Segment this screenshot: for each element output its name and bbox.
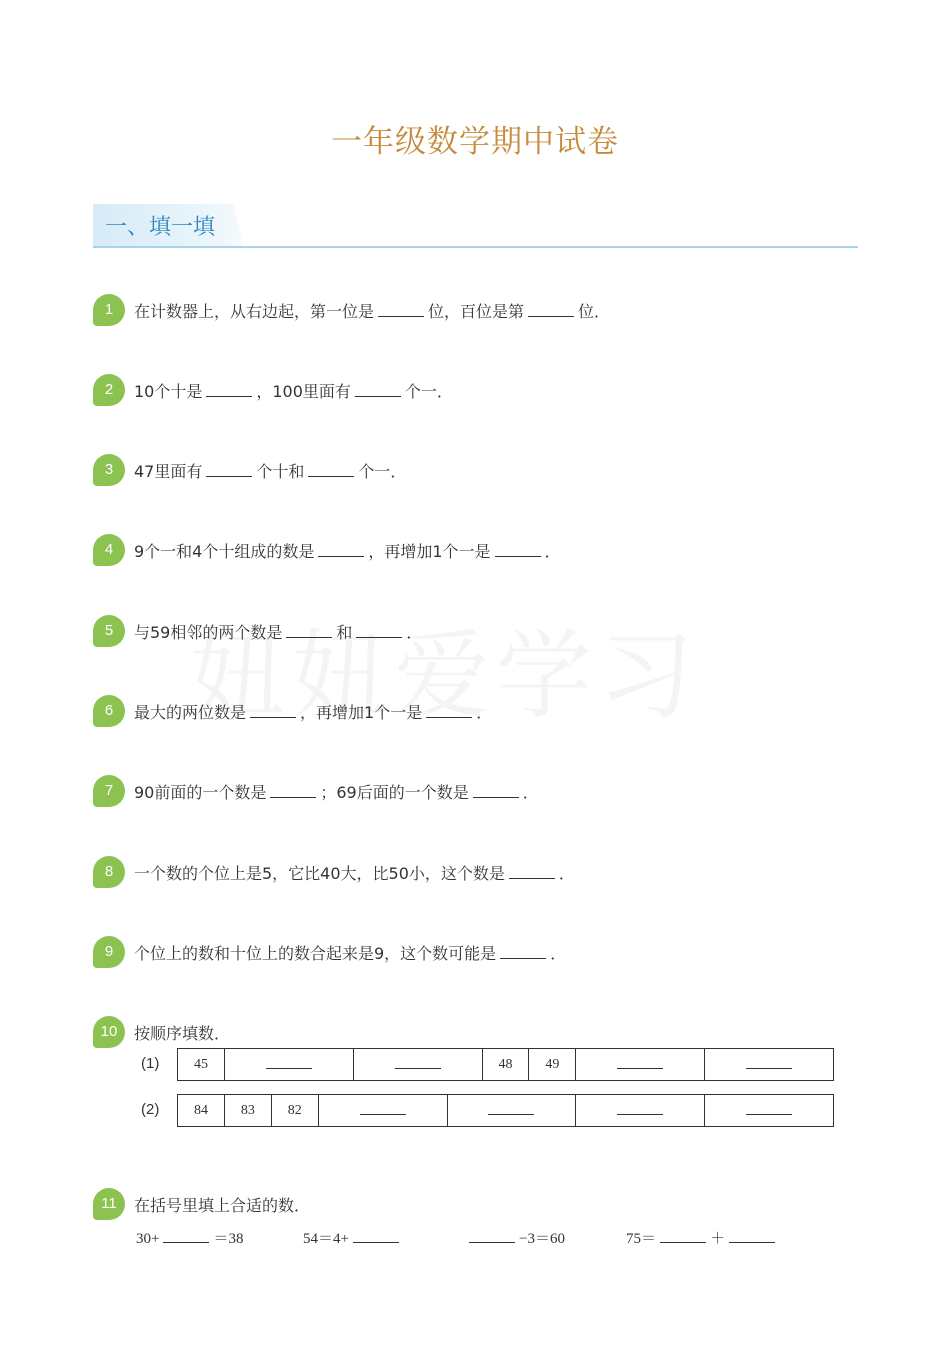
question-text: 9个一和4个十组成的数是 ，再增加1个一是 ． bbox=[134, 542, 561, 561]
section-header bbox=[93, 204, 858, 250]
question-number-badge: 4 bbox=[93, 534, 125, 566]
answer-blank[interactable] bbox=[729, 1228, 775, 1243]
answer-blank[interactable] bbox=[355, 382, 401, 397]
sequence-cell: 83 bbox=[224, 1095, 271, 1127]
answer-blank[interactable] bbox=[473, 783, 519, 798]
answer-blank[interactable] bbox=[426, 703, 472, 718]
answer-blank[interactable] bbox=[308, 462, 354, 477]
answer-blank[interactable] bbox=[353, 1228, 399, 1243]
sequence-table-2 bbox=[177, 1094, 834, 1127]
answer-blank[interactable] bbox=[660, 1228, 706, 1243]
answer-blank[interactable] bbox=[206, 462, 252, 477]
sequence-cell-blank[interactable] bbox=[705, 1049, 834, 1081]
answer-blank[interactable] bbox=[469, 1228, 515, 1243]
question-text: 与59相邻的两个数是 和 ． bbox=[134, 623, 423, 642]
answer-blank[interactable] bbox=[163, 1228, 209, 1243]
question-number-badge: 10 bbox=[93, 1016, 125, 1048]
question-number-badge: 3 bbox=[93, 454, 125, 486]
answer-blank[interactable] bbox=[206, 382, 252, 397]
question-text: 10个十是 ，100里面有 个一． bbox=[134, 382, 453, 401]
sequence-cell-blank[interactable] bbox=[705, 1095, 834, 1127]
answer-blank[interactable] bbox=[509, 864, 555, 879]
answer-blank[interactable] bbox=[250, 703, 296, 718]
sequence-cell-blank[interactable] bbox=[576, 1049, 705, 1081]
question-number-badge: 5 bbox=[93, 615, 125, 647]
question-number-badge: 1 bbox=[93, 294, 125, 326]
answer-blank[interactable] bbox=[270, 783, 316, 798]
equation-3: −3＝60 bbox=[465, 1227, 565, 1248]
sequence-row-1-label: (1) bbox=[141, 1055, 160, 1072]
question-text: 47里面有 个十和 个一． bbox=[134, 462, 407, 481]
question-number-badge: 11 bbox=[93, 1188, 125, 1220]
question-text: 在计数器上，从右边起，第一位是 位，百位是第 位． bbox=[134, 302, 611, 321]
question-number-badge: 6 bbox=[93, 695, 125, 727]
sequence-cell: 45 bbox=[178, 1049, 225, 1081]
question-text: 90前面的一个数是 ；69后面的一个数是 ． bbox=[134, 783, 539, 802]
sequence-cell-blank[interactable] bbox=[576, 1095, 705, 1127]
sequence-cell-blank[interactable] bbox=[224, 1049, 353, 1081]
answer-blank[interactable] bbox=[495, 542, 541, 557]
equation-2: 54＝4+ bbox=[303, 1227, 403, 1248]
answer-blank[interactable] bbox=[286, 623, 332, 638]
equation-4: 75＝ ＋ bbox=[626, 1227, 779, 1248]
answer-blank[interactable] bbox=[528, 302, 574, 317]
sequence-cell: 49 bbox=[529, 1049, 576, 1081]
sequence-cell-blank[interactable] bbox=[353, 1049, 482, 1081]
question-text: 按顺序填数． bbox=[134, 1024, 231, 1043]
question-number-badge: 7 bbox=[93, 775, 125, 807]
question-number-badge: 8 bbox=[93, 856, 125, 888]
answer-blank[interactable] bbox=[378, 302, 424, 317]
equation-1: 30+ ＝38 bbox=[136, 1227, 243, 1248]
question-text: 个位上的数和十位上的数合起来是9，这个数可能是 ． bbox=[134, 944, 567, 963]
question-text: 在括号里填上合适的数． bbox=[134, 1196, 311, 1215]
section-divider bbox=[93, 246, 858, 248]
sequence-cell: 82 bbox=[271, 1095, 318, 1127]
sequence-cell-blank[interactable] bbox=[318, 1095, 447, 1127]
sequence-table-1 bbox=[177, 1048, 834, 1081]
answer-blank[interactable] bbox=[318, 542, 364, 557]
sequence-cell: 48 bbox=[482, 1049, 529, 1081]
question-number-badge: 2 bbox=[93, 374, 125, 406]
page-title: 一年级数学期中试卷 bbox=[331, 124, 619, 160]
question-number-badge: 9 bbox=[93, 936, 125, 968]
sequence-row-2-label: (2) bbox=[141, 1101, 160, 1118]
answer-blank[interactable] bbox=[500, 944, 546, 959]
question-text: 一个数的个位上是5，它比40大，比50小，这个数是 ． bbox=[134, 864, 575, 883]
question-text: 最大的两位数是 ，再增加1个一是 ． bbox=[134, 703, 493, 722]
sequence-cell: 84 bbox=[178, 1095, 225, 1127]
answer-blank[interactable] bbox=[356, 623, 402, 638]
section-title: 一、填一填 bbox=[105, 215, 216, 240]
sequence-cell-blank[interactable] bbox=[447, 1095, 576, 1127]
